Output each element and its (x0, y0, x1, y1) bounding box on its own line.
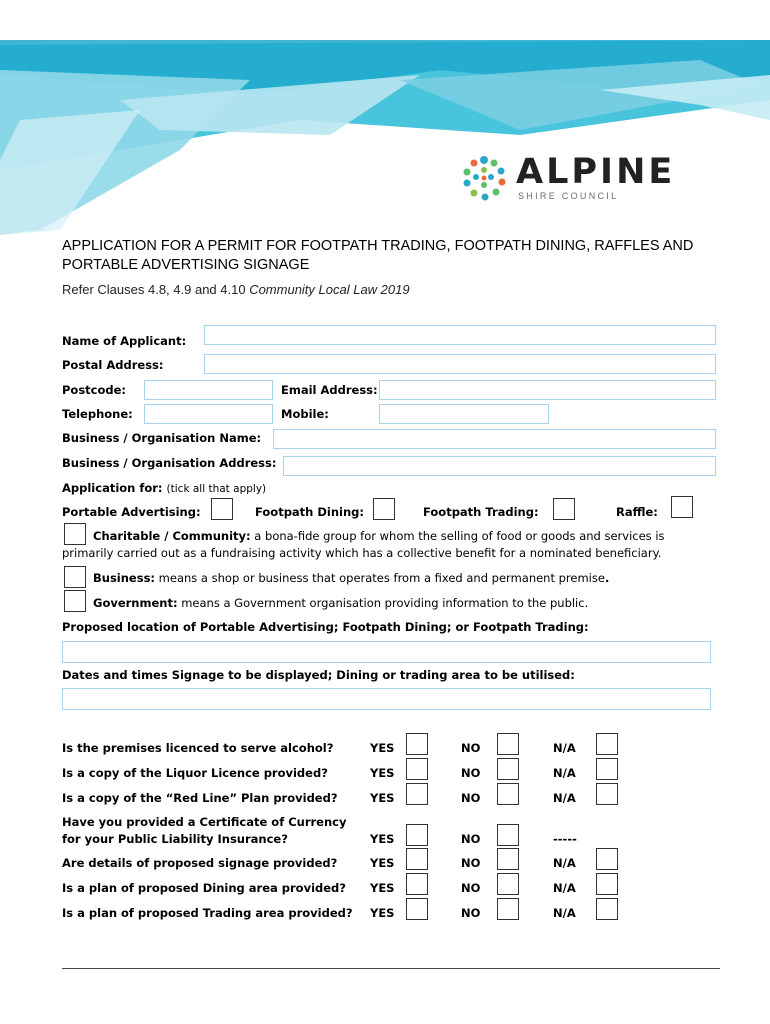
no-checkbox[interactable] (497, 873, 519, 895)
na-checkbox[interactable] (596, 783, 618, 805)
subtitle-law: Community Local Law 2019 (249, 282, 410, 297)
application-for-label (62, 481, 266, 496)
question-text-2: for your Public Liability Insurance? (62, 832, 288, 846)
government-term: Government: (93, 596, 178, 610)
application-for-text: Application for: (62, 481, 163, 495)
no-label: NO (461, 881, 481, 895)
portable-advertising-checkbox[interactable] (211, 498, 233, 520)
question-text: Is a plan of proposed Trading area provided? (62, 906, 353, 920)
name-field[interactable] (204, 325, 716, 345)
page-subtitle (62, 282, 410, 297)
business-checkbox[interactable] (64, 566, 86, 588)
dates-label: Dates and times Signage to be displayed; Dining or trading area to be utilised: (62, 668, 575, 682)
mobile-label: Mobile: (281, 407, 329, 421)
location-label: Proposed location of Portable Advertising; Footpath Dining; or Footpath Trading: (62, 620, 589, 634)
charitable-term: Charitable / Community: (93, 529, 251, 543)
yes-label: YES (370, 856, 395, 870)
no-checkbox[interactable] (497, 848, 519, 870)
na-label: N/A (553, 856, 576, 870)
business-term: Business: (93, 571, 156, 585)
postcode-label: Postcode: (62, 383, 127, 397)
business-desc: means a shop or business that operates from a fixed and permanent premise (155, 571, 605, 585)
charitable-line (93, 529, 665, 543)
subtitle-text: Refer Clauses 4.8, 4.9 and 4.10 (62, 282, 250, 297)
no-label: NO (461, 832, 481, 846)
na-label: N/A (553, 741, 576, 755)
no-checkbox[interactable] (497, 733, 519, 755)
charitable-desc: a bona-fide group for whom the selling of food or goods and services is (250, 529, 665, 543)
charitable-checkbox[interactable] (64, 523, 86, 545)
yes-checkbox[interactable] (406, 824, 428, 846)
government-line (93, 596, 588, 610)
raffle-label: Raffle: (616, 505, 658, 519)
yes-checkbox[interactable] (406, 898, 428, 920)
no-checkbox[interactable] (497, 783, 519, 805)
question-text: Is a copy of the “Red Line” Plan provided? (62, 791, 338, 805)
raffle-checkbox[interactable] (671, 496, 693, 518)
dates-field[interactable] (62, 688, 711, 710)
na-checkbox[interactable] (596, 873, 618, 895)
yes-checkbox[interactable] (406, 848, 428, 870)
email-label: Email Address: (281, 383, 378, 397)
portable-advertising-label: Portable Advertising: (62, 505, 201, 519)
mobile-field[interactable] (379, 404, 549, 424)
yes-checkbox[interactable] (406, 873, 428, 895)
business-line (93, 571, 609, 585)
na-label: N/A (553, 906, 576, 920)
question-text: Is the premises licenced to serve alcohol? (62, 741, 334, 755)
yes-label: YES (370, 906, 395, 920)
yes-label: YES (370, 791, 395, 805)
no-label: NO (461, 741, 481, 755)
telephone-label: Telephone: (62, 407, 133, 421)
question-text: Are details of proposed signage provided? (62, 856, 338, 870)
business-address-field[interactable] (283, 456, 716, 476)
location-field[interactable] (62, 641, 711, 663)
footer-divider (62, 968, 720, 969)
no-checkbox[interactable] (497, 898, 519, 920)
yes-checkbox[interactable] (406, 783, 428, 805)
na-label: N/A (553, 791, 576, 805)
no-label: NO (461, 906, 481, 920)
alpine-logo (458, 152, 690, 204)
postcode-field[interactable] (144, 380, 273, 400)
footpath-trading-checkbox[interactable] (553, 498, 575, 520)
application-for-hint: (tick all that apply) (166, 483, 267, 495)
business-name-label: Business / Organisation Name: (62, 431, 262, 445)
no-checkbox[interactable] (497, 824, 519, 846)
yes-label: YES (370, 832, 395, 846)
na-label: N/A (553, 766, 576, 780)
na-checkbox[interactable] (596, 733, 618, 755)
yes-label: YES (370, 741, 395, 755)
postal-field[interactable] (204, 354, 716, 374)
telephone-field[interactable] (144, 404, 273, 424)
footpath-trading-label: Footpath Trading: (423, 505, 539, 519)
yes-checkbox[interactable] (406, 733, 428, 755)
footpath-dining-label: Footpath Dining: (255, 505, 365, 519)
na-checkbox[interactable] (596, 898, 618, 920)
email-field[interactable] (379, 380, 716, 400)
yes-label: YES (370, 881, 395, 895)
question-text: Have you provided a Certificate of Currency (62, 815, 347, 829)
no-label: NO (461, 856, 481, 870)
logo-subtitle: SHIRE COUNCIL (518, 191, 619, 201)
flower-logo-icon (458, 152, 510, 204)
business-name-field[interactable] (273, 429, 716, 449)
question-text: Is a copy of the Liquor Licence provided? (62, 766, 328, 780)
yes-checkbox[interactable] (406, 758, 428, 780)
page-title: APPLICATION FOR A PERMIT FOR FOOTPATH TRADING, FOOTPATH DINING, RAFFLES AND PORTABLE ADVERTISING SIGNAGE (62, 238, 694, 273)
charitable-desc-2: primarily carried out as a fundraising activity which has a collective benefit for a nominated beneficiary. (62, 546, 662, 560)
no-label: NO (461, 791, 481, 805)
government-checkbox[interactable] (64, 590, 86, 612)
na-dash: ----- (553, 832, 577, 846)
na-label: N/A (553, 881, 576, 895)
footpath-dining-checkbox[interactable] (373, 498, 395, 520)
question-text: Is a plan of proposed Dining area provided? (62, 881, 346, 895)
no-checkbox[interactable] (497, 758, 519, 780)
business-end: . (604, 571, 610, 585)
no-label: NO (461, 766, 481, 780)
na-checkbox[interactable] (596, 848, 618, 870)
yes-label: YES (370, 766, 395, 780)
logo-wordmark: ALPINE (516, 152, 676, 192)
postal-label: Postal Address: (62, 358, 164, 372)
name-label: Name of Applicant: (62, 334, 187, 348)
na-checkbox[interactable] (596, 758, 618, 780)
business-address-label: Business / Organisation Address: (62, 456, 277, 470)
government-desc: means a Government organisation providing information to the public. (177, 596, 589, 610)
header-banner (0, 40, 770, 240)
